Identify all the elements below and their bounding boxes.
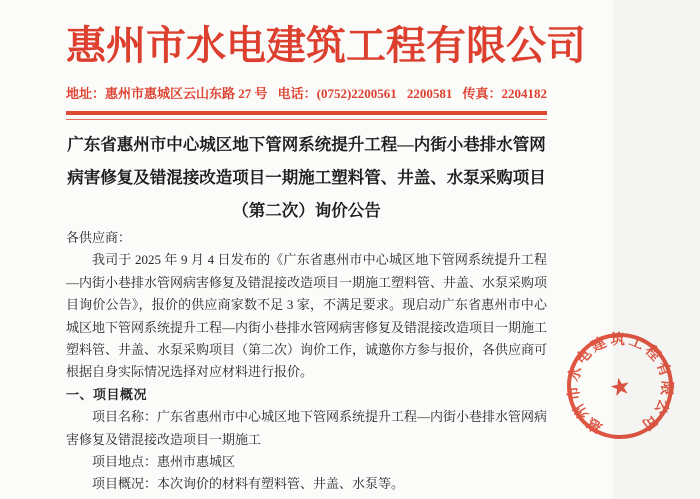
contact-line	[66, 85, 547, 103]
document-title	[66, 128, 547, 227]
seal-text: 惠州市水电建筑工程有限公司	[565, 331, 675, 436]
letterhead-divider	[66, 111, 547, 120]
title-line-3: （第二次）询价公告	[232, 201, 381, 220]
project-location-line: 项目地点：惠州市惠城区	[92, 454, 236, 470]
fax-text: 传真：2204182	[462, 86, 547, 101]
intro-paragraph: 我司于 2025 年 9 月 4 日发布的《广东省惠州市中心城区地下管网系统提升工程—内街小巷排水管网病害修复及错混接改造项目一期施工塑料管、井盖、水泵采购项目询价公告》，报价的供应商家数不足 3 家，不满足要求。现启动广东省惠州市中心城区地下管网系统提升工程—内街小巷排水管网病害修复及错混接改造项目一期施工塑料管、井盖、水泵采购项目（第二次）询价工作，诚邀你方参与报价，各供应商可根据自身实际情况选择对应材料进行报价。	[66, 252, 548, 380]
seal-star-icon: ★	[607, 373, 634, 403]
letterhead	[0, 0, 613, 120]
title-line-1: 广东省惠州市中心城区地下管网系统提升工程—内街小巷排水管网	[67, 135, 546, 154]
phone-text: 电话：(0752)2200561	[277, 86, 397, 101]
divider-thin-rule	[66, 119, 547, 121]
company-seal	[540, 306, 700, 466]
document-body	[66, 227, 547, 496]
seal-ring	[560, 326, 681, 447]
company-name: 惠州市水电建筑工程有限公司	[66, 23, 586, 68]
title-line-2: 病害修复及错混接改造项目一期施工塑料管、井盖、水泵采购项目	[67, 168, 546, 187]
phone2-text: 2200581	[406, 86, 453, 101]
address-text: 地址：惠州市惠城区云山东路 27 号	[66, 86, 268, 101]
svg-text:惠州市水电建筑工程有限公司	[553, 319, 687, 451]
project-name-line: 项目名称：广东省惠州市中心城区地下管网系统提升工程—内街小巷排水管网病害修复及错混接改造项目一期施工	[66, 409, 548, 447]
section-heading-overview: 一、项目概况	[66, 386, 148, 402]
divider-thick-rule	[66, 111, 547, 115]
salutation: 各供应商：	[66, 230, 132, 245]
project-overview-line: 项目概况：本次询价的材料有塑料管、井盖、水泵等。	[92, 476, 405, 492]
